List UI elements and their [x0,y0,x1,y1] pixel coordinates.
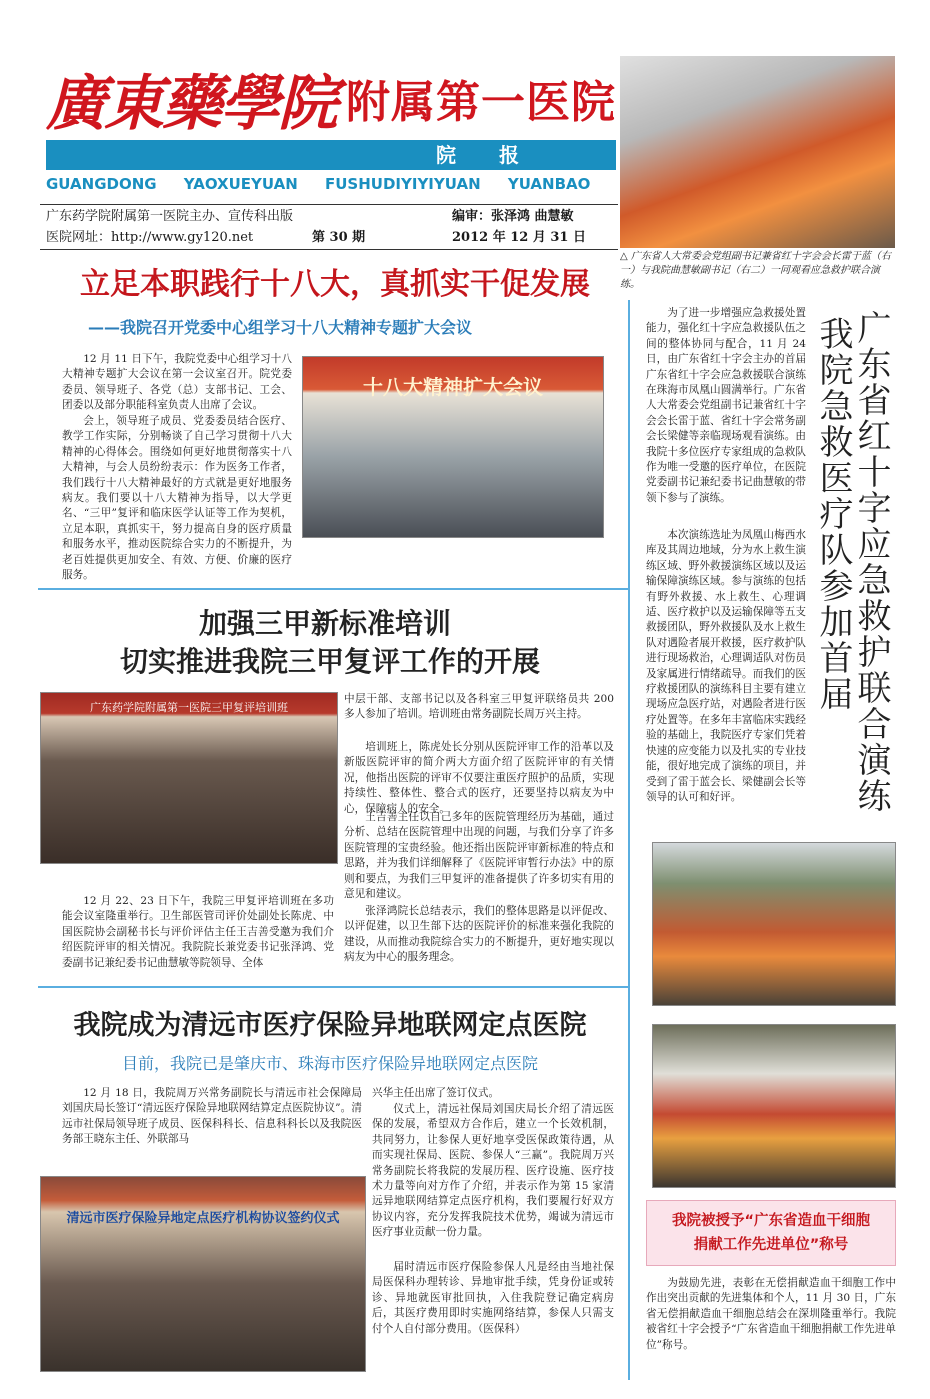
article1-headline: 立足本职践行十八大，真抓实干促发展 [80,267,590,302]
sidebar-photo-1 [652,842,896,1006]
article3-paragraph-3: 届时清远市医疗保险参保人凡是经由当地社保局医保科办理转诊、异地审批手续，凭身份证或转诊、异地就医审批回执，入住我院登记确定病房后，其医疗费用即时实施网络结算，参保人只需支付个人自付部分费用。（医保科） [372,1261,614,1335]
top-photo-caption: △ 广东省人大常委会党组副书记兼省红十字会会长雷于蓝（右一）与我院曲慧敏副书记（右二）一同观看应急救护联合演练。 [620,251,891,290]
sidebar-paragraph-2: 本次演练选址为凤凰山梅西水库及其周边地域，分为水上救生演练区域、野外救援演练区域以及运输保障演练区域。参与演练的包括有野外救援、水上救生、心理调适、医疗救护以及运输保障等五支救援团队，野外救援队及水上救生队对遇险者展开救援，医疗救护队进行现场救治，心理调适队对伤员及家属进行情绪疏导。而我们的医疗救援团队的演练科目主要有建立现场应急医疗站，对遇险者进行医疗处置等。在多年丰富临床实践经验的基础上，我院医疗专家们凭着快速的应变能力以及扎实的专业技能，很好地完成了演练的项目，并受到了雷于蓝会长、梁健副会长等领导的认可和好评。 [646,529,806,803]
masthead-bar [46,140,616,170]
sidebar-paragraph-1: 为了进一步增强应急救援处置能力，强化红十字应急救援队伍之间的整体协同与配合，11 月 24 日，由广东省红十字会主办的首届广东省红十字会应急救援联合演练在珠海市凤凰山圆满举行。广东省人大常委会党组副书记兼省红十字会会长雷于蓝、省红十字会常务副会长梁健等亲临现场观看演练。由我院十多位医疗专家组成的急救队作为唯一受邀的医疗单位，在医院党委副书记兼纪委书记曲慧敏的带领下参与了演练。 [646,307,806,504]
meeting-photo [302,356,604,538]
masthead-subtitle: 院 报 [436,143,537,167]
publisher-text: 广东药学院附属第一医院主办、宣传科出版 [46,209,294,224]
article2-headline-line2: 切实推进我院三甲复评工作的开展 [119,645,540,678]
article3-paragraph-2: 仪式上，清远社保局刘国庆局长介绍了清远医保的发展，希望双方合作后，建立一个长效机制，共同努力，让参保人更好地享受医保政策待遇，从而实现社保局、医院、参保人“三赢”。我院周万兴常务副院长将我院的发展历程、医疗设施、医疗技术力量等向对方作了介绍，并表示作为第 15 家清远异地联网结算定点医疗机构，我们要履行好双方协议内容，充分发挥我院技术优势，竭诚为清远市医疗事业贡献一份力量。 [372,1103,614,1239]
training-photo [40,692,338,864]
issue-number: 第 30 期 [312,230,366,245]
award-title-line2: 捐献工作先进单位”称号 [693,1237,849,1253]
article3-left-text: 12 月 18 日，我院周万兴常务副院长与清远市社会保障局刘国庆局长签订“清远医疗保险异地联网结算定点医院协议”。清远市社保局领导班子成员、医保科科长、信息科科长以及我院医务部王晓东主任、外联部马 [62,1087,362,1146]
drill-photo-top [620,56,895,248]
award-title-line1: 我院被授予“广东省造血干细胞 [671,1213,871,1229]
editors-text: 编审：张泽鸿 曲慧敏 [452,209,574,224]
website-link[interactable]: 医院网址：http://www.gy120.net [46,230,254,245]
article2-paragraph-4: 张泽鸿院长总结表示，我们的整体思路是以评促改、以评促建，以卫生部下达的医院评价的标准来强化我院的建设，从而推动我院综合实力的不断提升，更好地实现以病友为中心的服务理念。 [344,905,614,964]
article3-headline: 我院成为清远市医疗保险异地联网定点医院 [73,1010,587,1041]
divider-1 [38,588,628,590]
signing-photo-banner: 清远市医疗保险异地定点医疗机构协议签约仪式 [66,1211,340,1226]
sidebar-vertical-title-1: 广东省红十字应急救护联合演练 [851,310,891,814]
article2-headline-line1: 加强三甲新标准培训 [198,607,451,640]
signing-photo [40,1176,366,1372]
meeting-photo-banner: 十八大精神扩大会议 [363,375,543,399]
issue-info-box [40,204,618,250]
article2-left-text: 12 月 22、23 日下午，我院三甲复评培训班在多功能会议室隆重举行。卫生部医管司评价处副处长陈虎、中国医院协会副秘书长与评价评估主任王吉善受邀为我们介绍医院评审的相关情况。我院院长兼党委书记张泽鸿、党委副书记兼纪委书记曲慧敏等院领导、全体 [62,895,334,969]
training-photo-banner: 广东药学院附属第一医院三甲复评培训班 [90,701,288,714]
article3-subheadline: 目前，我院已是肇庆市、珠海市医疗保险异地联网定点医院 [121,1054,538,1073]
article1-paragraph-1: 12 月 11 日下午，我院党委中心组学习十八大精神专题扩大会议在第一会议室召开。院党委委员、领导班子、各党（总）支部书记、工会、团委以及部分职能科室负责人出席了会议。 [62,353,292,412]
article3-paragraph-1: 兴华主任出席了签订仪式。 [372,1087,500,1099]
newspaper-logo: 廣東藥學院 [46,69,336,139]
award-text: 为鼓励先进，表彰在无偿捐献造血干细胞工作中作出突出贡献的先进集体和个人，11 月 30 日，广东省无偿捐献造血干细胞总结会在深圳隆重举行。我院被省红十字会授予“广东省造血干细胞捐献工作先进单位”称号。 [646,1277,896,1351]
article1-paragraph-2: 会上，领导班子成员、党委委员结合医疗、教学工作实际，分别畅谈了自己学习贯彻十八大精神的心得体会。围绕如何更好地贯彻落实十八大精神，与会人员纷纷表示：作为医务工作者，我们践行十八大精神最好的方式就是更好地服务病友。我们要以十八大精神为指导，以大学更名、“三甲”复评和临床医学认证等工作为契机，立足本职，真抓实干，努力提高自身的医疗质量和服务水平，推动医院综合实力的不断提升，为老百姓提供更加安全、有效、方便、价廉的医疗服务。 [62,415,292,582]
sidebar-photo-2 [652,1024,896,1188]
divider-2 [38,986,628,988]
article2-paragraph-3: 王吉善主任以自己多年的医院管理经历为基础，通过分析、总结在医院管理中出现的问题，与我们分享了许多医院管理的宝贵经验。他还指出医院评审新标准的特点和思路，并为我们详细解释了《医院评审暂行办法》中的原则和要点，为我们三甲复评的准备提供了许多切实有用的意见和建议。 [344,811,614,901]
newspaper-title: 附属第一医院 [346,77,616,128]
issue-date: 2012 年 12 月 31 日 [452,230,586,245]
column-divider [628,300,630,1380]
article2-paragraph-1: 中层干部、支部书记以及各科室三甲复评联络员共 200 多人参加了培训。培训班由常务副院长周万兴主持。 [344,693,614,721]
sidebar-vertical-title-2: 我院急救医疗队参加首届 [813,316,853,712]
masthead-pinyin: GUANGDONG YAOXUEYUAN FUSHUDIYIYIYUAN YUANBAO [46,175,591,193]
article2-paragraph-2: 培训班上，陈虎处长分别从医院评审工作的沿革以及新版医院评审的简介两大方面介绍了医院评审的有关情况，他指出医院的评审不仅要注重医疗照护的品质，实现持续性、整体性、整合式的医疗，还要坚持以病友为中心，保障病人的安全。 [344,741,614,815]
article1-subheadline: ——我院召开党委中心组学习十八大精神专题扩大会议 [88,318,473,337]
